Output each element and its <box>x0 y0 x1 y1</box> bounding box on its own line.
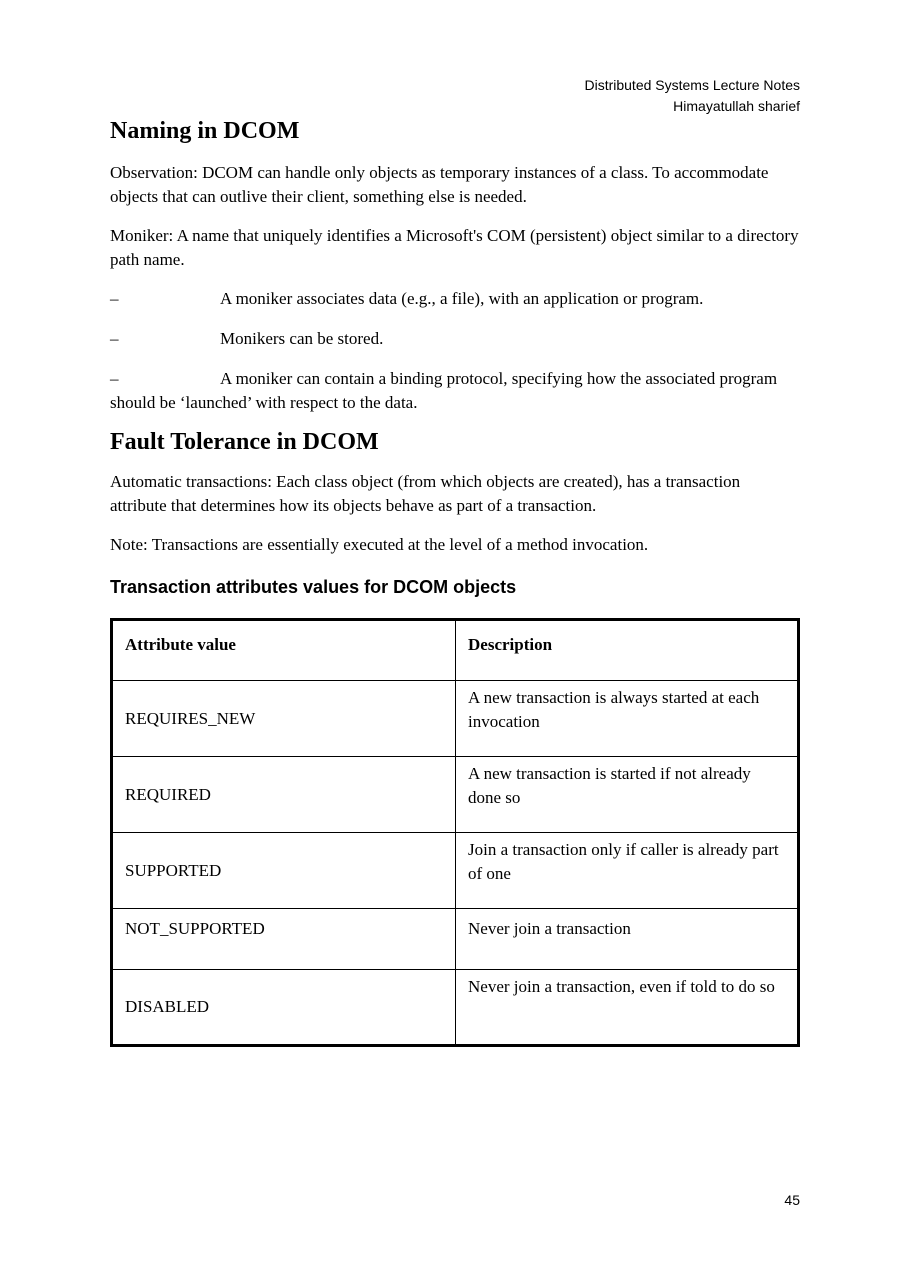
attribute-cell: REQUIRES_NEW <box>112 681 456 757</box>
attribute-cell: NOT_SUPPORTED <box>112 909 456 970</box>
paragraph-note: Note: Transactions are essentially executed at the level of a method invocation. <box>110 535 649 554</box>
description-cell: Never join a transaction <box>456 909 799 970</box>
bullet-item <box>110 367 800 415</box>
attribute-cell: SUPPORTED <box>112 833 456 909</box>
page-number: 45 <box>784 1192 800 1208</box>
bullet-text: Monikers can be stored. <box>220 329 384 348</box>
attribute-cell: REQUIRED <box>112 757 456 833</box>
description-cell: Join a transaction only if caller is already part of one <box>456 833 799 909</box>
header-course-title: Distributed Systems Lecture Notes <box>584 77 800 93</box>
table-title: Transaction attributes values for DCOM objects <box>110 577 517 597</box>
bullet-dash: – <box>110 329 119 348</box>
section-title-fault-tolerance: Fault Tolerance in DCOM <box>110 429 379 455</box>
column-header-description: Description <box>456 620 799 681</box>
attribute-cell: DISABLED <box>112 970 456 1046</box>
page-content <box>110 114 800 1047</box>
paragraph-moniker: Moniker: A name that uniquely identifies a Microsoft's COM (persistent) object similar to a directory path name. <box>110 226 799 269</box>
bullet-dash: – <box>110 369 119 388</box>
paragraph-observation: Observation: DCOM can handle only objects as temporary instances of a class. To accommodate objects that can outlive their client, something else is needed. <box>110 163 769 206</box>
section-title-naming: Naming in DCOM <box>110 118 300 144</box>
table-header-row <box>112 620 799 681</box>
description-cell: A new transaction is started if not already done so <box>456 757 799 833</box>
table-row <box>112 970 799 1046</box>
bullet-dash: – <box>110 289 119 308</box>
table-row <box>112 757 799 833</box>
bullet-text: A moniker associates data (e.g., a file), with an application or program. <box>220 289 704 308</box>
header-author: Himayatullah sharief <box>673 98 800 114</box>
table-row <box>112 833 799 909</box>
bullet-item <box>110 327 800 351</box>
table-row <box>112 909 799 970</box>
bullet-text: A moniker can contain a binding protocol, specifying how the associated program should be ‘launched’ with respect to the data. <box>110 369 778 412</box>
page-header <box>584 75 800 117</box>
description-cell: A new transaction is always started at each invocation <box>456 681 799 757</box>
column-header-attribute: Attribute value <box>112 620 456 681</box>
description-cell: Never join a transaction, even if told to do so <box>456 970 799 1046</box>
table-row <box>112 681 799 757</box>
paragraph-automatic-transactions: Automatic transactions: Each class object (from which objects are created), has a transaction attribute that determines how its objects behave as part of a transaction. <box>110 472 741 515</box>
bullet-item <box>110 287 800 311</box>
transaction-attributes-table <box>110 618 800 1047</box>
